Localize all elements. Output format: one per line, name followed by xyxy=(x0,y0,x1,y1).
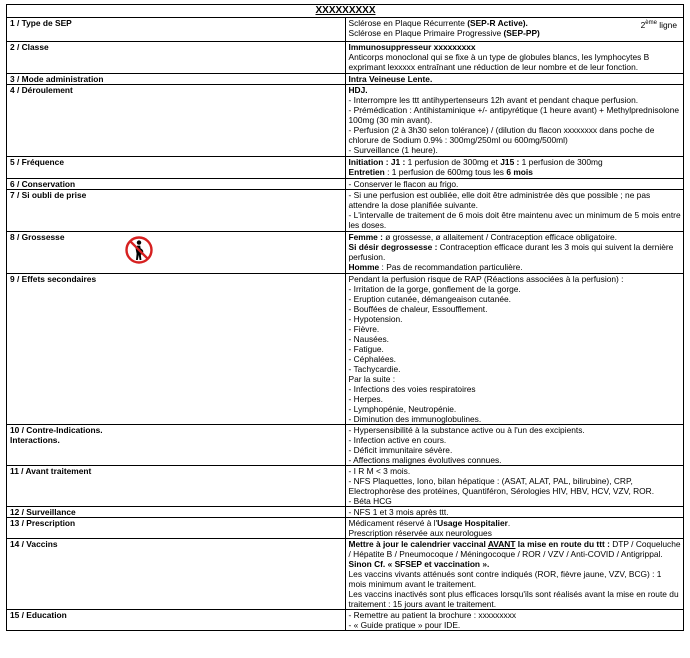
text: Sinon Cf. « SFSEP et vaccination ». xyxy=(348,559,490,569)
text: Femme : xyxy=(348,232,383,242)
text: - Surveillance (1 heure). xyxy=(348,145,438,155)
row-contre-indications xyxy=(7,425,684,466)
text: Initiation : J1 : xyxy=(348,157,406,167)
row-avant-traitement xyxy=(7,466,684,507)
text: HDJ. xyxy=(348,85,368,95)
row-content xyxy=(345,507,684,518)
text: - Irritation de la gorge, gonflement de la gorge. xyxy=(348,284,521,294)
text: - Si une perfusion est oubliée, elle doit être administrée dès que possible ; ne pas attendre la dose planifiée suivante. xyxy=(348,190,651,210)
text: Prescription réservée aux neurologues xyxy=(348,528,492,538)
text: Intra Veineuse Lente. xyxy=(348,74,433,84)
text: - I R M < 3 mois. xyxy=(348,466,411,476)
line-note xyxy=(641,18,677,30)
text: Homme xyxy=(348,262,380,272)
row-content xyxy=(345,232,684,274)
text: - Infection active en cours. xyxy=(348,435,447,445)
row-deroulement xyxy=(7,85,684,157)
text: - Affections malignes évolutives connues. xyxy=(348,455,502,465)
text: Par la suite : xyxy=(348,374,396,384)
text: - Lymphopénie, Neutropénie. xyxy=(348,404,457,414)
text: - Fièvre. xyxy=(348,324,380,334)
row-label: 13 / Prescription xyxy=(7,518,346,539)
text: AVANT xyxy=(487,539,516,549)
text: 1 perfusion de 300mg xyxy=(519,157,603,167)
drug-info-table xyxy=(6,4,684,631)
text: - Tachycardie. xyxy=(348,364,401,374)
text: 2 xyxy=(640,19,646,30)
text: . xyxy=(507,518,511,528)
text: J15 : xyxy=(500,157,520,167)
row-content xyxy=(345,610,684,631)
row-label: 15 / Education xyxy=(7,610,346,631)
text: - Céphalées. xyxy=(348,354,396,364)
text: 1 perfusion de 300mg et xyxy=(405,157,501,167)
row-label: 6 / Conservation xyxy=(7,179,346,190)
row-label: 9 / Effets secondaires xyxy=(7,274,346,425)
text: : Pas de recommandation particulière. xyxy=(379,262,523,272)
row-content xyxy=(345,190,684,232)
text: Les vaccins vivants atténués sont contre indiqués (ROR, fièvre jaune, VZV, BCG) : 1 mois minimum avant le traitement. xyxy=(348,569,662,589)
text: Mettre à jour le calendrier vaccinal xyxy=(348,539,488,549)
row-content xyxy=(345,425,684,466)
row-label: 11 / Avant traitement xyxy=(7,466,346,507)
text: Entretien xyxy=(348,167,385,177)
text: (SEP-PP) xyxy=(503,28,540,38)
row-label: 5 / Fréquence xyxy=(7,157,346,179)
text: 10 / Contre-Indications. xyxy=(10,425,103,435)
text: Médicament réservé à l' xyxy=(348,518,438,528)
row-label: 12 / Surveillance xyxy=(7,507,346,518)
row-frequence xyxy=(7,157,684,179)
row-education xyxy=(7,610,684,631)
text: Usage Hospitalier xyxy=(437,518,508,528)
text: - Eruption cutanée, démangeaison cutanée. xyxy=(348,294,511,304)
text: - Diminution des immunoglobulines. xyxy=(348,414,482,424)
row-mode xyxy=(7,74,684,85)
text: 6 mois xyxy=(506,167,533,177)
text: Pendant la perfusion risque de RAP (Réactions associées à la perfusion) : xyxy=(348,274,624,284)
row-content xyxy=(345,274,684,425)
text: - Fatigue. xyxy=(348,344,384,354)
text: : 1 perfusion de 600mg tous les xyxy=(384,167,507,177)
text: la mise en route du ttt : xyxy=(515,539,610,549)
text: Immunosuppresseur xxxxxxxxx xyxy=(348,42,476,52)
row-classe xyxy=(7,42,684,74)
text: ligne xyxy=(656,19,677,30)
text: Interactions. xyxy=(10,435,60,445)
row-content xyxy=(345,74,684,85)
text: - Bouffées de chaleur, Essoufflement. xyxy=(348,304,488,314)
row-prescription xyxy=(7,518,684,539)
no-pregnancy-icon xyxy=(125,236,153,264)
text: - Nausées. xyxy=(348,334,389,344)
row-label: 14 / Vaccins xyxy=(7,539,346,610)
text: Contraception efficace durant les 3 mois qui suivent la dernière perfusion. xyxy=(348,242,674,262)
row-oubli xyxy=(7,190,684,232)
text: - Remettre au patient la brochure : xxxxxxxxx xyxy=(348,610,517,620)
text: 8 / Grossesse xyxy=(10,232,65,242)
text: - Herpes. xyxy=(348,394,383,404)
row-content xyxy=(345,179,684,190)
text: ème xyxy=(645,20,657,26)
row-label: 3 / Mode administration xyxy=(7,74,346,85)
row-content xyxy=(345,85,684,157)
text: - Perfusion (2 à 3h30 selon tolérance) / (dilution du flacon xxxxxxxx dans poche de chlorure de Sodium 0.9% : 300mg/250ml ou 600mg/500ml) xyxy=(348,125,655,145)
text: - Béta HCG xyxy=(348,496,392,506)
row-content xyxy=(345,157,684,179)
text: - Hypersensibilité à la substance active ou à l'un des excipients. xyxy=(348,425,585,435)
row-content xyxy=(345,18,684,42)
text: DTP / Coqueluche / Hépatite B / Pneumocoque / Méningocoque / ROR / VZV / Anti-COVID / Antigrippal. xyxy=(348,539,681,559)
row-label: 2 / Classe xyxy=(7,42,346,74)
row-label: 1 / Type de SEP xyxy=(7,18,346,42)
row-type-sep xyxy=(7,18,684,42)
text: Les vaccins inactivés sont plus efficaces lorsqu'ils sont réalisés avant la mise en route du traitement : 15 jours avant le traitement. xyxy=(348,589,679,609)
text: Sclérose en Plaque Primaire Progressive xyxy=(348,28,504,38)
row-label xyxy=(7,232,346,274)
text: Sclérose en Plaque Récurrente xyxy=(348,18,468,28)
row-content xyxy=(345,466,684,507)
row-surveillance xyxy=(7,507,684,518)
row-label: 4 / Déroulement xyxy=(7,85,346,157)
row-content xyxy=(345,539,684,610)
text: - Déficit immunitaire sévère. xyxy=(348,445,453,455)
drug-sheet xyxy=(6,4,684,631)
text: - Interrompre les ttt antihypertenseurs 12h avant et pendant chaque perfusion. xyxy=(348,95,639,105)
text: - L'intervalle de traitement de 6 mois doit être maintenu avec un minimum de 5 mois entre les doses. xyxy=(348,210,681,230)
text: Anticorps monoclonal qui se fixe à un type de globules blancs, les lymphocytes B exprimant lexxxxx entraînant une réduction de leur nombre et de leur fonction. xyxy=(348,52,650,72)
sheet-title: XXXXXXXXX xyxy=(7,5,684,18)
text: - Prémédication : Antihistaminique +/- antipyrétique (1 heure avant) + Methylprednisolone 100mg (30 min avant). xyxy=(348,105,680,125)
row-effets xyxy=(7,274,684,425)
text: - NFS 1 et 3 mois après ttt. xyxy=(348,507,449,517)
text: - « Guide pratique » pour IDE. xyxy=(348,620,461,630)
text: (SEP-R Active). xyxy=(467,18,528,28)
row-label xyxy=(7,425,346,466)
text: ø grossesse, ø allaitement / Contraception efficace obligatoire. xyxy=(382,232,617,242)
text: - Infections des voies respiratoires xyxy=(348,384,476,394)
text: Si désir degrossesse : xyxy=(348,242,438,252)
text: - Hypotension. xyxy=(348,314,403,324)
row-conservation xyxy=(7,179,684,190)
row-grossesse xyxy=(7,232,684,274)
row-label: 7 / Si oubli de prise xyxy=(7,190,346,232)
row-content xyxy=(345,518,684,539)
row-vaccins xyxy=(7,539,684,610)
row-content xyxy=(345,42,684,74)
text: - NFS Plaquettes, Iono, bilan hépatique : (ASAT, ALAT, PAL, bilirubine), CRP, Electrophorèse des protéines, Quantiféron, Sérologies HIV, HBV, HCV, VZV, ROR. xyxy=(348,476,655,496)
text: - Conserver le flacon au frigo. xyxy=(348,179,459,189)
